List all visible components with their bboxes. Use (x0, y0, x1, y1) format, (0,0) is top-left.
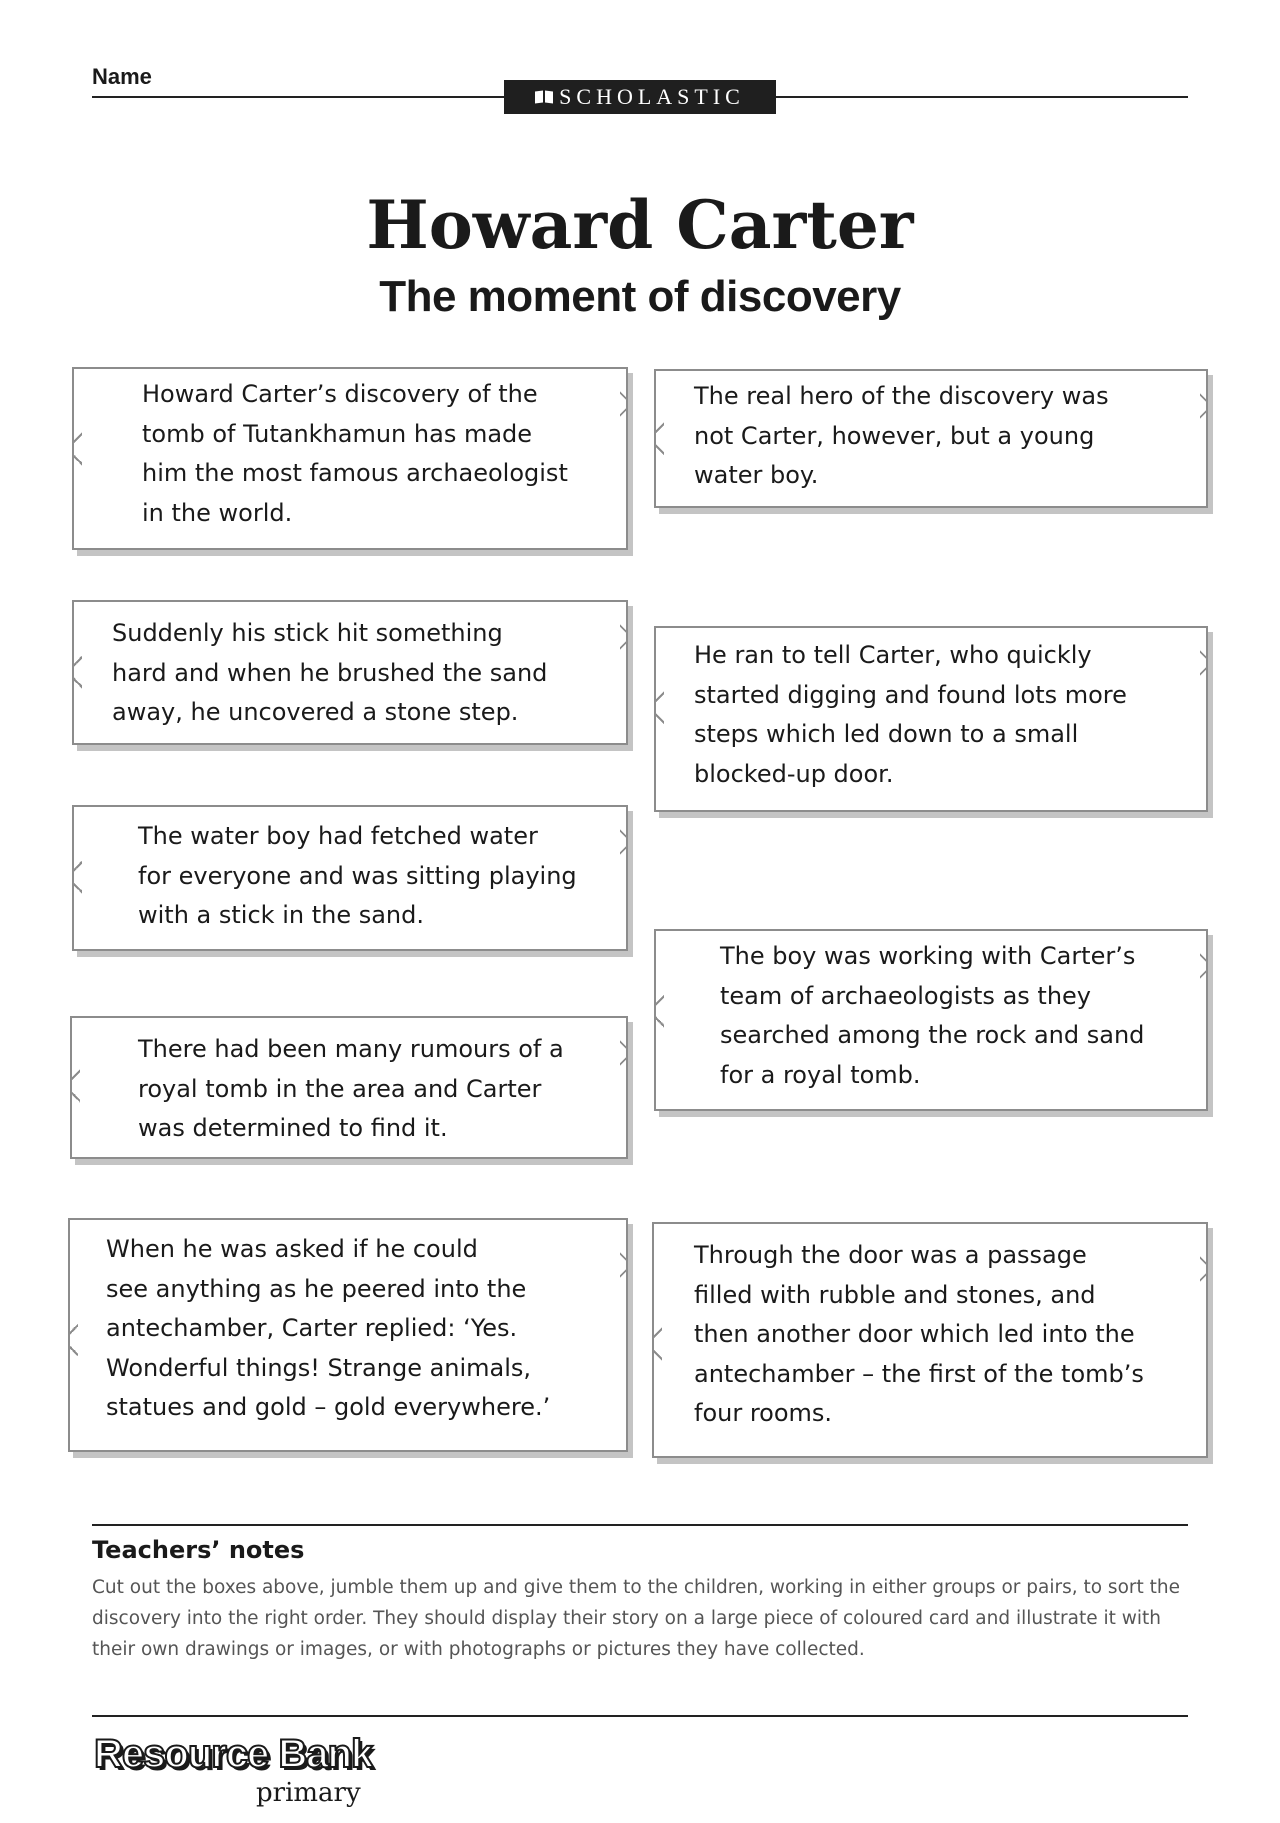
story-card-7[interactable] (70, 1016, 628, 1159)
name-label: Name (92, 64, 152, 89)
story-card-2[interactable] (654, 369, 1208, 508)
story-card-9[interactable] (652, 1222, 1208, 1458)
card-text: He ran to tell Carter, who quickly started digging and found lots more steps which led down to a small blocked-up door. (694, 641, 1127, 788)
card-text: The water boy had fetched water for everyone and was sitting playing with a stick in the sand. (138, 822, 577, 929)
story-card-8[interactable] (68, 1218, 628, 1452)
story-card-4[interactable] (654, 626, 1208, 812)
divider-bottom (92, 1715, 1188, 1717)
scholastic-logo (504, 80, 776, 114)
story-card-3[interactable] (72, 600, 628, 745)
story-card-5[interactable] (72, 805, 628, 951)
page-subtitle: The moment of discovery (379, 272, 901, 321)
teachers-notes-heading: Teachers’ notes (92, 1536, 305, 1564)
card-text: There had been many rumours of a royal tomb in the area and Carter was determined to find it. (138, 1035, 564, 1142)
card-text: Howard Carter’s discovery of the tomb of Tutankhamun has made him the most famous archaeologist in the world. (142, 380, 568, 527)
resource-bank-subtitle: primary (256, 1778, 361, 1808)
story-card-1[interactable] (72, 367, 628, 550)
page-title: Howard Carter (366, 186, 914, 264)
card-text: The real hero of the discovery was not Carter, however, but a young water boy. (694, 382, 1109, 489)
open-book-icon (535, 90, 553, 104)
card-text: Suddenly his stick hit something hard and when he brushed the sand away, he uncovered a stone step. (112, 619, 548, 726)
teachers-notes-body: Cut out the boxes above, jumble them up and give them to the children, working in either groups or pairs, to sort the discovery into the right order. They should display their story on a large piece of coloured card and illustrate it with their own drawings or images, or with photographs or pictures they have collected. (92, 1577, 1180, 1660)
resource-bank-logo: Resource Bank (94, 1732, 373, 1776)
divider-top (92, 1524, 1188, 1526)
card-text: When he was asked if he could see anything as he peered into the antechamber, Carter replied: ‘Yes. Wonderful things! Strange animals, statues and gold – gold everywhere.’ (106, 1235, 551, 1421)
brand-name: SCHOLASTIC (559, 84, 745, 109)
story-card-6[interactable] (654, 929, 1208, 1111)
card-text: Through the door was a passage filled with rubble and stones, and then another door which led into the antechamber – the first of the tomb’s four rooms. (694, 1241, 1144, 1427)
card-text: The boy was working with Carter’s team of archaeologists as they searched among the rock and sand for a royal tomb. (720, 942, 1145, 1089)
